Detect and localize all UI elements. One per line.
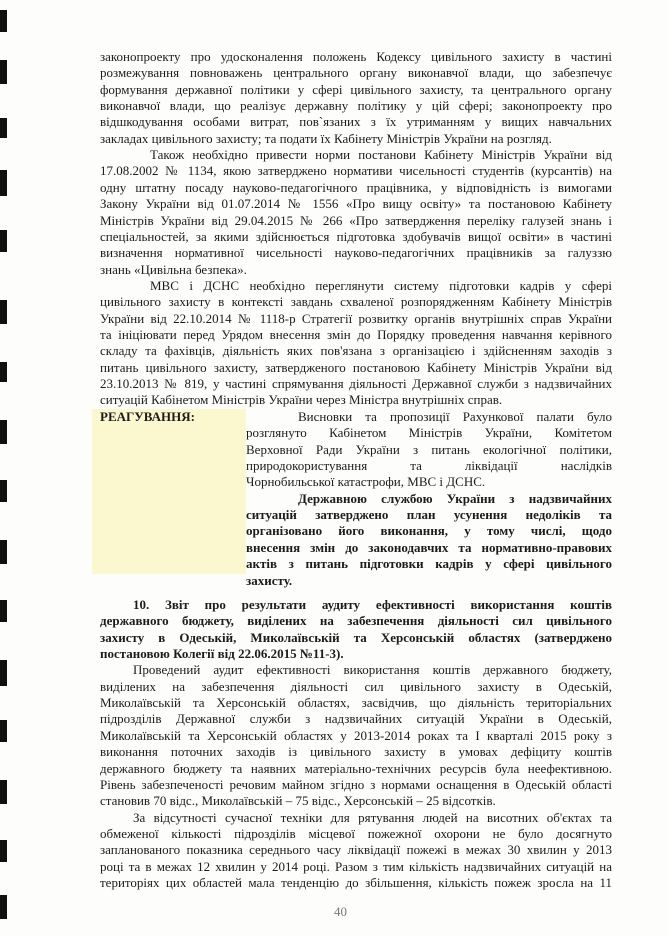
text-line: відшкодування особами витрат, пов`язаних з їх утриманням у вищих навчальних (100, 114, 612, 130)
highlight-box (92, 409, 246, 574)
response-line: Чорнобильської катастрофи, МВС і ДСНС. (246, 474, 486, 490)
text-line: цивільного захисту в контексті завдань схваленої розпорядженням Кабінету Міністрів (100, 294, 612, 310)
text-line: територіях цих областей мала тенденцію до збільшення, кількість пожеж зросла на 11 (100, 874, 612, 890)
response-line: розглянуто Кабінетом Міністрів України, Комітетом (246, 425, 612, 441)
text-line: Міністрів України від 29.04.2015 № 266 «Про затвердження переліку галузей знань і (100, 212, 612, 228)
text-line: одну штатну посаду науково-педагогічного працівника, у відповідність із вимогами (100, 179, 612, 195)
text-line: України від 22.10.2014 № 1118-р Стратегії розвитку органів внутрішніх справ України (100, 310, 612, 326)
response-label: РЕАГУВАННЯ: (100, 409, 195, 424)
binding-hole-mark (0, 60, 7, 84)
section-heading-line: захисту в Одеській, Миколаївській та Херсонській областях (затверджено (100, 629, 612, 645)
response-line: Верховної Ради України з питань екологічної політики, (246, 441, 612, 457)
binding-hole-mark (0, 480, 7, 502)
binding-hole-mark (0, 10, 7, 32)
text-line: визначення нормативної чисельності науково-педагогічних працівників за галуззю (100, 245, 612, 261)
text-line: Закону України від 01.07.2014 № 1556 «Про вищу освіту» та постановою Кабінету (100, 196, 612, 212)
binding-hole-mark (0, 780, 7, 804)
response-line: організовано його виконання, у тому числі, щодо (246, 523, 612, 539)
text-line: За відсутності сучасної техніки для рятування людей на висотних об'єктах та (133, 809, 612, 825)
page-number: 40 (334, 904, 347, 919)
text-line: знань «Цивільна безпека». (100, 261, 247, 277)
text-line: закладах цивільного захисту; та подати їх Кабінету Міністрів України на розгляд. (100, 130, 552, 146)
binding-hole-mark (0, 230, 7, 252)
text-line: Також необхідно привести норми постанови Кабінету Міністрів України від (150, 147, 612, 163)
section-heading-line: державного бюджету, виділених на забезпечення діяльності сил цивільного (100, 613, 612, 629)
text-line: спеціальностей, за якими здійснюється підготовка здобувачів вищої освіти» в частині (100, 228, 612, 244)
binding-hole-mark (0, 300, 7, 324)
text-line: запланованого показника середнього часу ліквідації пожежі в межах 30 хвилин у 2013 (100, 842, 612, 858)
text-line: обмеженої кількості підрозділів місцевої пожежної охорони не було досягнуто (100, 825, 612, 841)
response-line: актів з питань підготовки кадрів у сфері цивільного (246, 556, 612, 572)
text-line: ситуацій Кабінетом Міністрів України через Міністра внутрішніх справ. (100, 392, 503, 408)
text-line: 17.08.2002 № 1134, якою затверджено нормативи чисельності студентів (курсантів) на (100, 163, 612, 179)
text-line: законопроекту про удосконалення положень Кодексу цивільного захисту в частині (100, 49, 612, 64)
binding-hole-mark (0, 540, 7, 564)
binding-hole-mark (0, 118, 7, 138)
text-line: Миколаївській та Херсонській областях у 2013-2014 роках та I кварталі 2015 року з (100, 727, 612, 743)
text-line: виділених на забезпечення діяльності сил цивільного захисту в Одеській, (100, 678, 612, 694)
response-line: захисту. (246, 572, 293, 588)
text-line: складу та фахівців, діяльність яких пов'язана з організацією і здійсненням заходів з (100, 343, 612, 359)
text-line: та ініціювати перед Урядом внесення змін до Порядку проведення навчання керівного (100, 326, 612, 342)
response-line: Висновки та пропозиції Рахункової палати було (298, 409, 612, 424)
text-line: Рівень забезпеченості речовим майном згідно з нормами оснащення в Одеській області (100, 776, 612, 792)
text-line: виконання поточних заходів із цивільного захисту в умовах дефіциту коштів (100, 744, 612, 760)
binding-hole-mark (0, 362, 7, 382)
text-line: році та в межах 12 хвилин у 2014 році. Разом з тим кількість надзвичайних ситуацій на (100, 858, 612, 874)
text-line: 23.10.2013 № 819, у частині спрямування діяльності Державної служби з надзвичайних (100, 376, 612, 391)
binding-hole-mark (0, 840, 7, 862)
text-line: питань цивільного захисту, затвердженого постановою Кабінету Міністрів України від (100, 359, 612, 375)
text-line: Проведений аудит ефективності використання коштів державного бюджету, (133, 662, 612, 678)
text-line: державного бюджету та наявних матеріально-технічних ресурсів була неефективною. (100, 760, 612, 776)
text-line: формування державної політики у сфері цивільного захисту, та центрального органу (100, 81, 612, 97)
response-line: ситуацій затверджено план усунення недоліків та (246, 507, 612, 523)
binding-hole-mark (0, 420, 7, 444)
text-line: Миколаївській та Херсонській областях, засвідчив, що діяльність територіальних (100, 695, 612, 711)
text-line: розмежування повноважень центрального органу виконавчої влади, що забезпечує (100, 65, 612, 81)
binding-hole-mark (0, 600, 7, 622)
text-line: становив 70 відс., Миколаївській – 75 відс., Херсонській – 25 відсотків. (100, 793, 496, 809)
binding-hole-mark (0, 660, 7, 686)
binding-hole-mark (0, 895, 7, 919)
response-line: Державною службою України з надзвичайних (298, 490, 612, 506)
binding-hole-mark (0, 170, 7, 196)
response-line: природокористування та ліквідації наслідків (246, 458, 612, 474)
section-heading-line: 10. Звіт про результати аудиту ефективності використання коштів (133, 597, 612, 612)
section-heading-line: постановою Колегії від 22.06.2015 №11-3). (100, 646, 344, 662)
text-line: підрозділів Державної служби з надзвичайних ситуацій України в Одеській, (100, 711, 612, 727)
text-line: виконавчої влади, що реалізує державну політику у цій сфері; законопроекту про (100, 98, 612, 114)
binding-hole-mark (0, 720, 7, 742)
text-line: МВС і ДСНС необхідно переглянути систему підготовки кадрів у сфері (150, 277, 612, 293)
response-line: внесення змін до законодавчих та нормативно-правових (246, 539, 612, 555)
